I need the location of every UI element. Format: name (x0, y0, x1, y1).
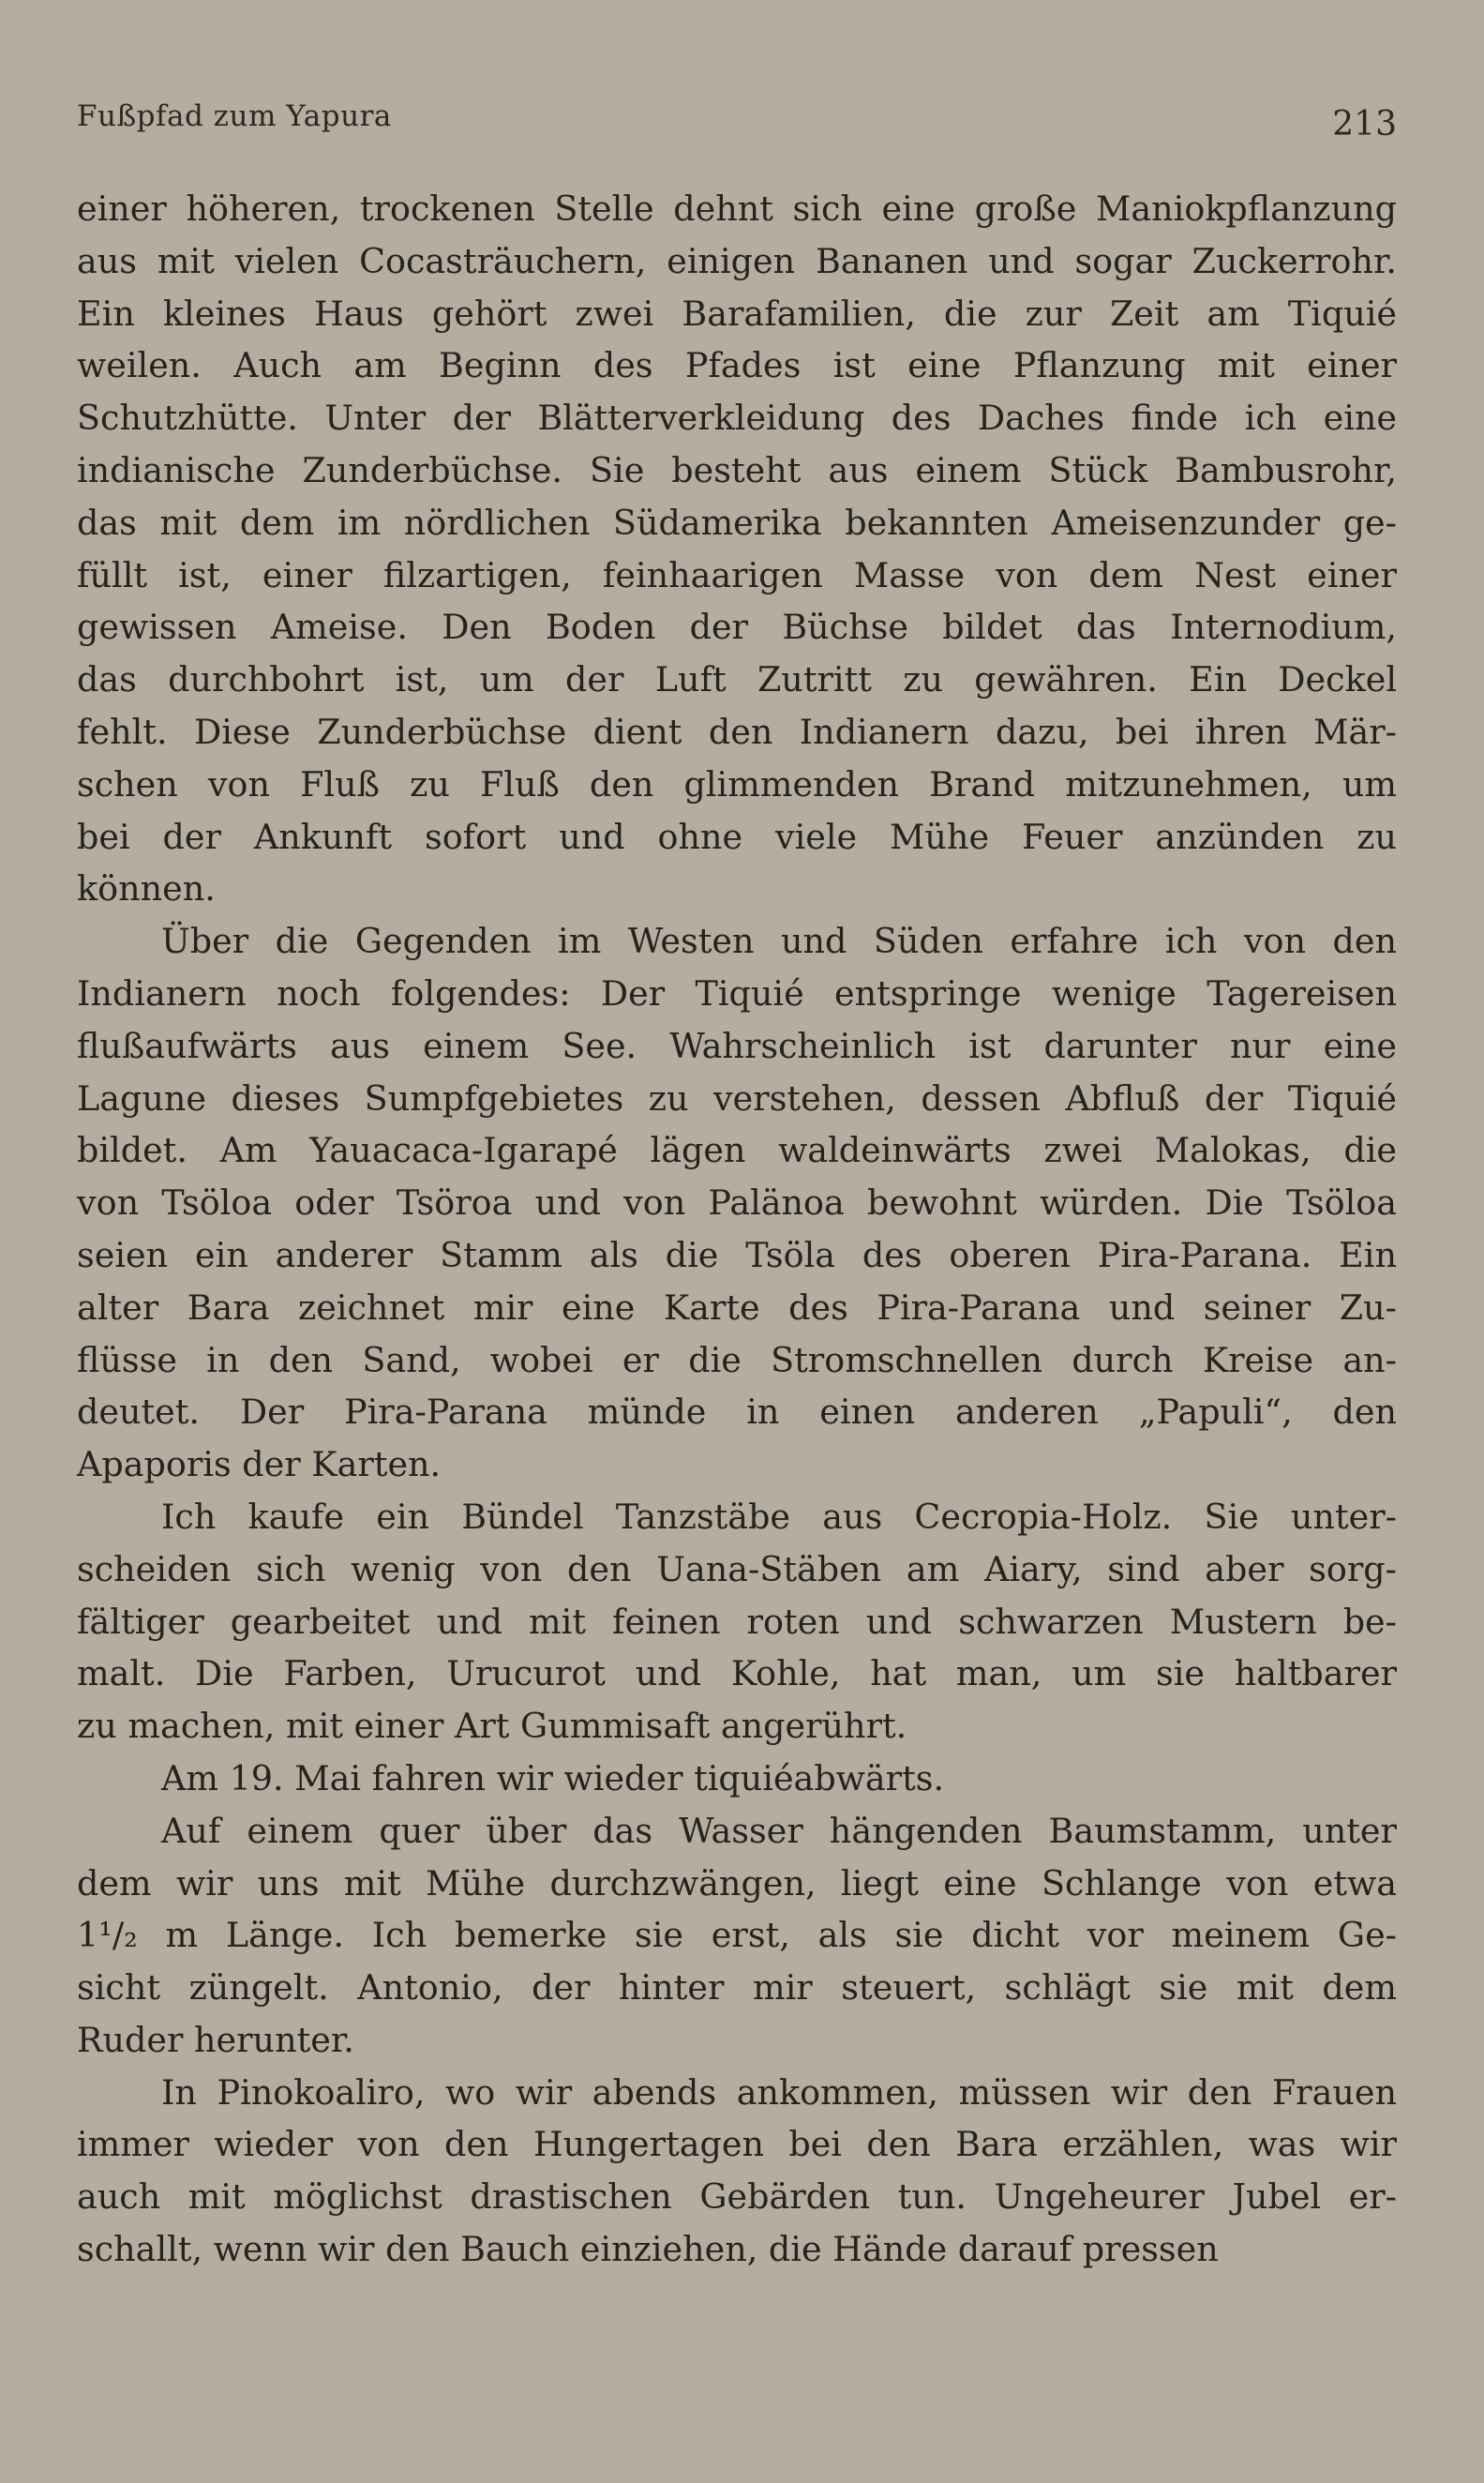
text-line: können. (77, 868, 216, 910)
text-line: weilen. Auch am Beginn des Pfades ist eine Pflanzung mit einer (77, 345, 1397, 386)
text-line: aus mit vielen Cocasträuchern, einigen Bananen und sogar Zuckerrohr. (77, 240, 1397, 281)
text-line: gewissen Ameise. Den Boden der Büchse bildet das Internodium, (77, 607, 1397, 648)
text-line: das mit dem im nördlichen Südamerika bekannten Ameisenzunder ge- (77, 502, 1397, 543)
text-line: bei der Ankunft sofort und ohne viele Mühe Feuer anzünden zu (77, 816, 1397, 857)
text-line: Ich kaufe ein Bündel Tanzstäbe aus Cecropia-Holz. Sie unter- (161, 1496, 1397, 1537)
text-line: immer wieder von den Hungertagen bei den Bara erzählen, was wir (77, 2124, 1397, 2165)
text-line: fältiger gearbeitet und mit feinen roten und schwarzen Mustern be- (77, 1601, 1397, 1642)
paragraph (77, 183, 1397, 915)
page-number: 213 (1332, 105, 1397, 143)
running-title: Fußpfad zum Yapura (77, 99, 392, 133)
text-line: flußaufwärts aus einem See. Wahrscheinlich ist darunter nur eine (77, 1025, 1397, 1066)
paragraph (77, 1805, 1397, 2067)
text-line: bildet. Am Yauacaca-Igarapé lägen waldeinwärts zwei Malokas, die (77, 1130, 1397, 1171)
text-line: Indianern noch folgendes: Der Tiquié entspringe wenige Tagereisen (77, 972, 1397, 1014)
text-line: schallt, wenn wir den Bauch einziehen, die Hände darauf pressen (77, 2229, 1219, 2270)
text-line: von Tsöloa oder Tsöroa und von Palänoa bewohnt würden. Die Tsöloa (77, 1182, 1397, 1224)
text-line: Ein kleines Haus gehört zwei Barafamilien, die zur Zeit am Tiquié (77, 293, 1397, 334)
text-line: schen von Fluß zu Fluß den glimmenden Brand mitzunehmen, um (77, 763, 1397, 805)
text-line: Am 19. Mai fahren wir wieder tiquiéabwärts. (161, 1757, 945, 1798)
body-text (77, 183, 1397, 2276)
text-line: flüsse in den Sand, wobei er die Stromschnellen durch Kreise an- (77, 1339, 1397, 1380)
text-line: In Pinokoaliro, wo wir abends ankommen, müssen wir den Frauen (161, 2071, 1397, 2113)
text-line: Auf einem quer über das Wasser hängenden Baumstamm, unter (161, 1810, 1397, 1851)
text-line: deutet. Der Pira-Parana münde in einen anderen „Papuli“, den (77, 1392, 1397, 1433)
text-line: seien ein anderer Stamm als die Tsöla des oberen Pira-Parana. Ein (77, 1234, 1397, 1275)
text-line: Über die Gegenden im Westen und Süden erfahre ich von den (161, 921, 1397, 962)
text-line: Lagune dieses Sumpfgebietes zu verstehen, dessen Abfluß der Tiquié (77, 1077, 1397, 1119)
text-line: das durchbohrt ist, um der Luft Zutritt zu gewähren. Ein Deckel (77, 659, 1397, 700)
text-line: sicht züngelt. Antonio, der hinter mir steuert, schlägt sie mit dem (77, 1967, 1397, 2009)
paragraph (77, 915, 1397, 1491)
text-line: alter Bara zeichnet mir eine Karte des Pira-Parana und seiner Zu- (77, 1287, 1397, 1328)
text-line: indianische Zunderbüchse. Sie besteht aus einem Stück Bambusrohr, (77, 449, 1397, 490)
text-line: Ruder herunter. (77, 2019, 354, 2060)
text-line: fehlt. Diese Zunderbüchse dient den Indianern dazu, bei ihren Mär- (77, 711, 1397, 752)
text-line: Schutzhütte. Unter der Blätterverkleidung des Daches finde ich eine (77, 398, 1397, 439)
text-line: füllt ist, einer filzartigen, feinhaarigen Masse von dem Nest einer (77, 554, 1397, 595)
paragraph (77, 1753, 1397, 1805)
text-line: zu machen, mit einer Art Gummisaft angerührt. (77, 1706, 907, 1747)
paragraph (77, 2067, 1397, 2276)
text-line: Apaporis der Karten. (77, 1444, 442, 1485)
text-line: malt. Die Farben, Urucurot und Kohle, hat man, um sie haltbarer (77, 1653, 1397, 1694)
text-line: dem wir uns mit Mühe durchzwängen, liegt eine Schlange von etwa (77, 1862, 1397, 1904)
running-head (77, 94, 1397, 150)
text-line: auch mit möglichst drastischen Gebärden tun. Ungeheurer Jubel er- (77, 2176, 1397, 2218)
text-line: 1¹/₂ m Länge. Ich bemerke sie erst, als sie dicht vor meinem Ge- (77, 1915, 1397, 1956)
paragraph (77, 1491, 1397, 1753)
text-line: scheiden sich wenig von den Uana-Stäben am Aiary, sind aber sorg- (77, 1548, 1397, 1589)
text-line: einer höheren, trockenen Stelle dehnt sich eine große Maniokpflanzung (77, 188, 1397, 229)
